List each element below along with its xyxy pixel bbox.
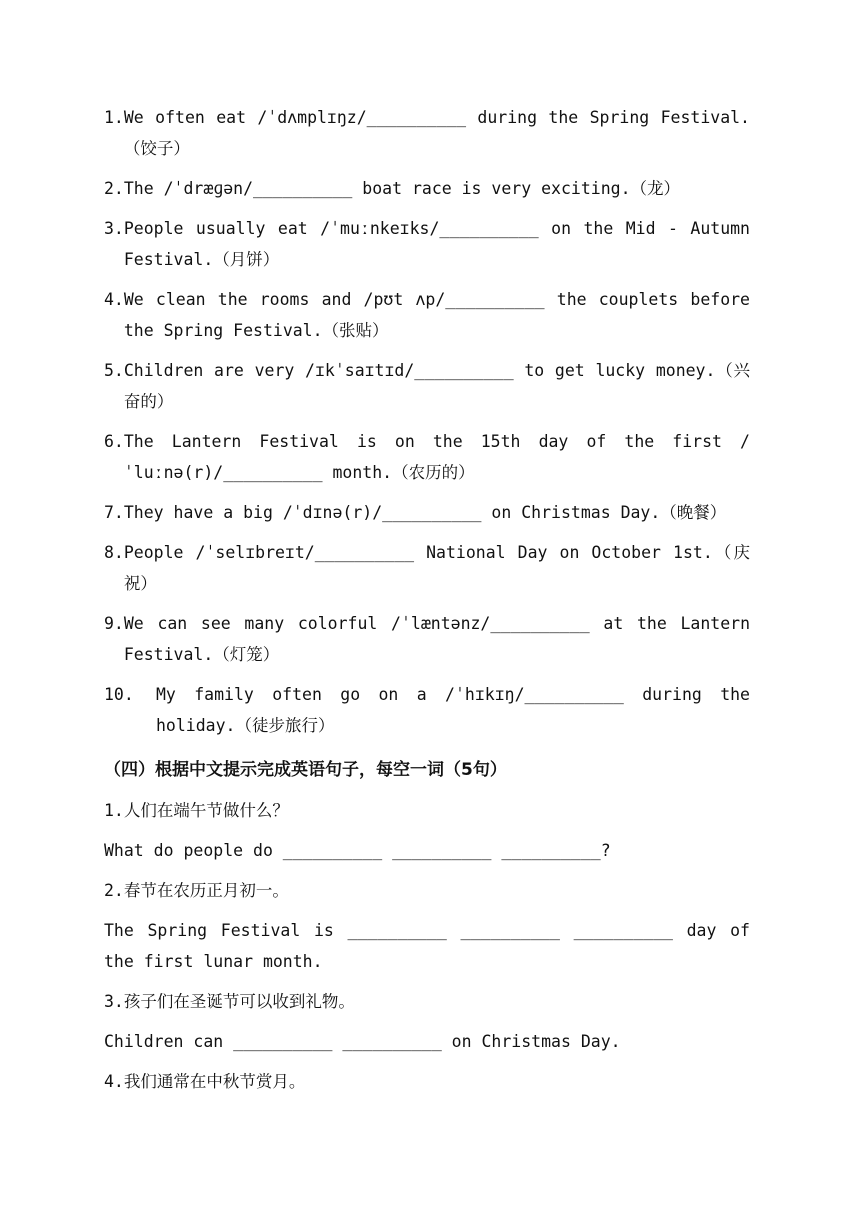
question-8 — [104, 537, 750, 599]
question-6 — [104, 426, 750, 488]
chinese-prompt: 3.孩子们在圣诞节可以收到礼物。 — [104, 992, 355, 1011]
question-text: We often eat /ˈdʌmplɪŋz/__________ during the Spring Festival.（饺子） — [123, 108, 750, 158]
question-number: 1. — [104, 108, 124, 127]
question-text: We clean the rooms and /pʊt ʌp/__________ the couplets before the Spring Festival.（张贴） — [123, 290, 750, 340]
question-text: They have a big /ˈdɪnə(r)/__________ on Christmas Day.（晚餐） — [123, 503, 727, 522]
question-1 — [104, 102, 750, 164]
question-4 — [104, 284, 750, 346]
question-10 — [104, 679, 750, 741]
chinese-prompt: 2.春节在农历正月初一。 — [104, 881, 289, 900]
question-text: People /ˈselɪbreɪt/__________ National Day on October 1st.（庆祝） — [123, 543, 750, 593]
worksheet-page — [104, 102, 750, 1097]
question-number: 3. — [104, 219, 124, 238]
question-text: The Lantern Festival is on the 15th day of the first /ˈluːnə(r)/__________ month.（农历的） — [123, 432, 750, 482]
english-sentence: What do people do __________ __________ __________? — [104, 841, 611, 860]
question-2 — [104, 173, 750, 204]
question-number: 8. — [104, 543, 124, 562]
chinese-prompt: 4.我们通常在中秋节赏月。 — [104, 1072, 306, 1091]
question-text: We can see many colorful /ˈlæntənz/__________ at the Lantern Festival.（灯笼） — [123, 614, 750, 664]
question-5 — [104, 355, 750, 417]
question-number: 6. — [104, 432, 124, 451]
question-number: 2. — [104, 179, 124, 198]
question-text: Children are very /ɪkˈsaɪtɪd/__________ to get lucky money.（兴奋的） — [123, 361, 750, 411]
question-text: The /ˈdræɡən/__________ boat race is very exciting.（龙） — [123, 179, 681, 198]
question-3 — [104, 213, 750, 275]
question-number: 7. — [104, 503, 124, 522]
question-9 — [104, 608, 750, 670]
question-number: 5. — [104, 361, 124, 380]
question-7 — [104, 497, 750, 528]
chinese-prompt: 1.人们在端午节做什么？ — [104, 801, 289, 820]
section-title: （四）根据中文提示完成英语句子，每空一词（5句） — [104, 760, 507, 780]
english-sentence: Children can __________ __________ on Christmas Day. — [104, 1032, 621, 1051]
question-number: 10. — [104, 685, 134, 704]
english-sentence: The Spring Festival is __________ __________ __________ day of the first lunar month. — [104, 921, 750, 971]
question-number: 9. — [104, 614, 124, 633]
question-text: My family often go on a /ˈhɪkɪŋ/__________ during the holiday.（徒步旅行） — [156, 685, 750, 735]
question-number: 4. — [104, 290, 124, 309]
question-text: People usually eat /ˈmuːnkeɪks/__________ on the Mid - Autumn Festival.（月饼） — [123, 219, 750, 269]
